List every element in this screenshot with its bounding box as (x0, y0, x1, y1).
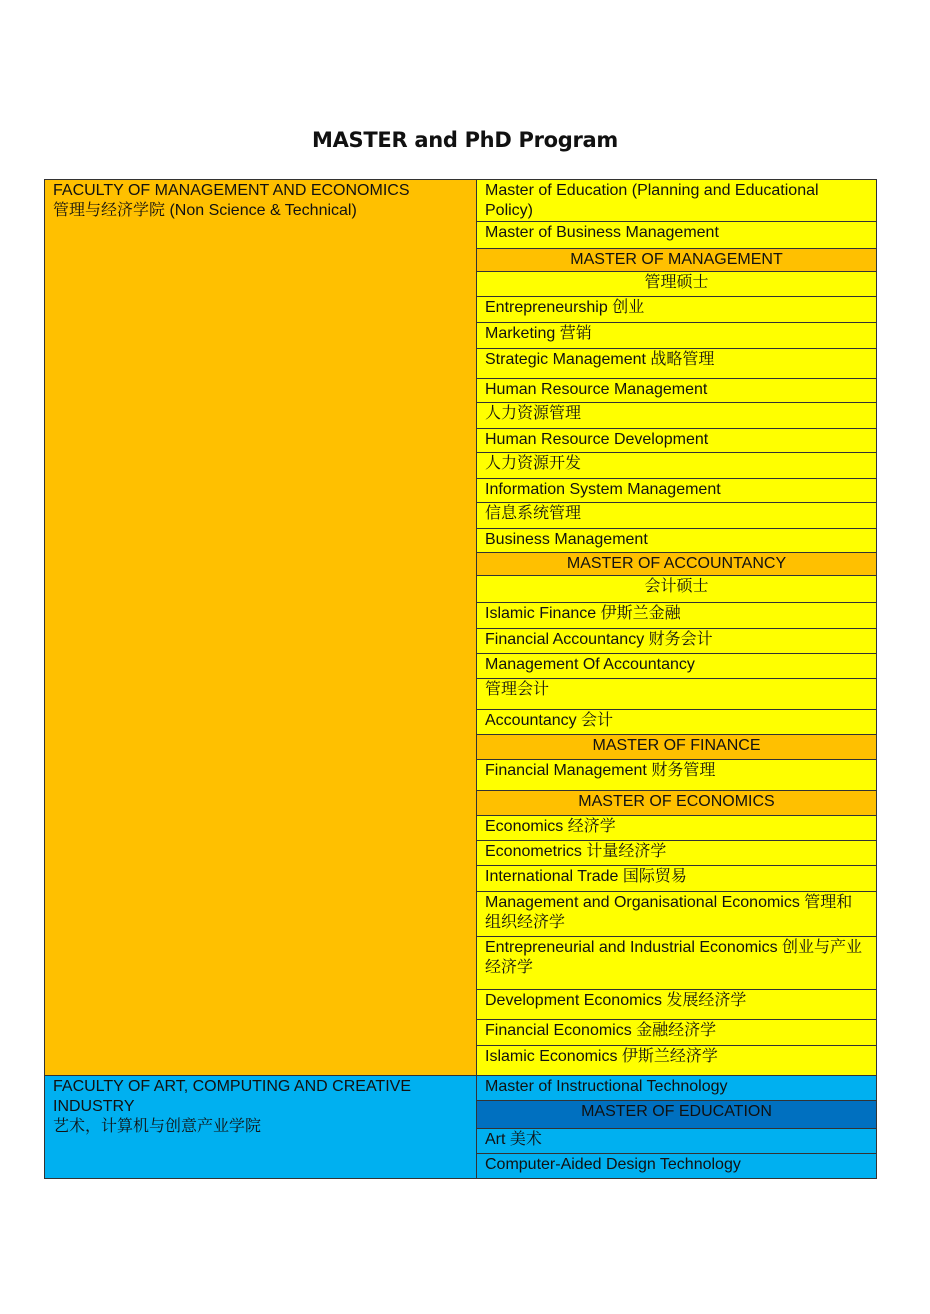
section-heading: MASTER OF ACCOUNTANCY (477, 553, 877, 576)
page-title: MASTER and PhD Program (312, 128, 618, 152)
program-row: Master of Business Management (477, 222, 877, 249)
program-row: Master of Instructional Technology (477, 1076, 877, 1101)
section-heading-cn: 管理硕士 (477, 272, 877, 297)
program-row: Strategic Management 战略管理 (477, 349, 877, 379)
program-row: Master of Education (Planning and Educational Policy) (477, 180, 877, 222)
program-row: Marketing 营销 (477, 323, 877, 349)
faculty-name-cn: 艺术，计算机与创意产业学院 (53, 1118, 262, 1135)
program-row: Entrepreneurship 创业 (477, 297, 877, 323)
program-row: Human Resource Development (477, 429, 877, 453)
faculty-art-computing-creative (45, 1076, 477, 1179)
faculty-name-en: FACULTY OF ART, COMPUTING AND CREATIVE INDUSTRY (53, 1078, 411, 1115)
section-heading: MASTER OF MANAGEMENT (477, 249, 877, 272)
section-heading: MASTER OF FINANCE (477, 735, 877, 760)
program-row: Human Resource Management (477, 379, 877, 403)
program-row: Islamic Economics 伊斯兰经济学 (477, 1046, 877, 1076)
section-heading: MASTER OF ECONOMICS (477, 791, 877, 816)
program-row: Management and Organisational Economics 管理和组织经济学 (477, 892, 877, 937)
program-row: Accountancy 会计 (477, 710, 877, 735)
program-row: International Trade 国际贸易 (477, 866, 877, 892)
program-row: Computer-Aided Design Technology (477, 1154, 877, 1179)
program-table (44, 179, 877, 1179)
program-row: Economics 经济学 (477, 816, 877, 841)
section-heading-cn: 会计硕士 (477, 576, 877, 603)
faculty-management-economics (45, 180, 477, 1076)
program-row: Econometrics 计量经济学 (477, 841, 877, 866)
program-row: Financial Accountancy 财务会计 (477, 629, 877, 654)
program-row: Management Of Accountancy (477, 654, 877, 679)
program-row: Business Management (477, 529, 877, 553)
section-heading: MASTER OF EDUCATION (477, 1101, 877, 1129)
program-row: Islamic Finance 伊斯兰金融 (477, 603, 877, 629)
program-row: Financial Management 财务管理 (477, 760, 877, 791)
program-row: 信息系统管理 (477, 503, 877, 529)
faculty-name-cn: 管理与经济学院 (Non Science & Technical) (53, 202, 357, 219)
program-row: 人力资源管理 (477, 403, 877, 429)
faculty-name-en: FACULTY OF MANAGEMENT AND ECONOMICS (53, 182, 410, 199)
program-row: Financial Economics 金融经济学 (477, 1020, 877, 1046)
program-row: Art 美术 (477, 1129, 877, 1154)
program-row: 人力资源开发 (477, 453, 877, 479)
program-row: Entrepreneurial and Industrial Economics 创业与产业经济学 (477, 937, 877, 990)
program-row: Development Economics 发展经济学 (477, 990, 877, 1020)
program-row: 管理会计 (477, 679, 877, 710)
program-row: Information System Management (477, 479, 877, 503)
